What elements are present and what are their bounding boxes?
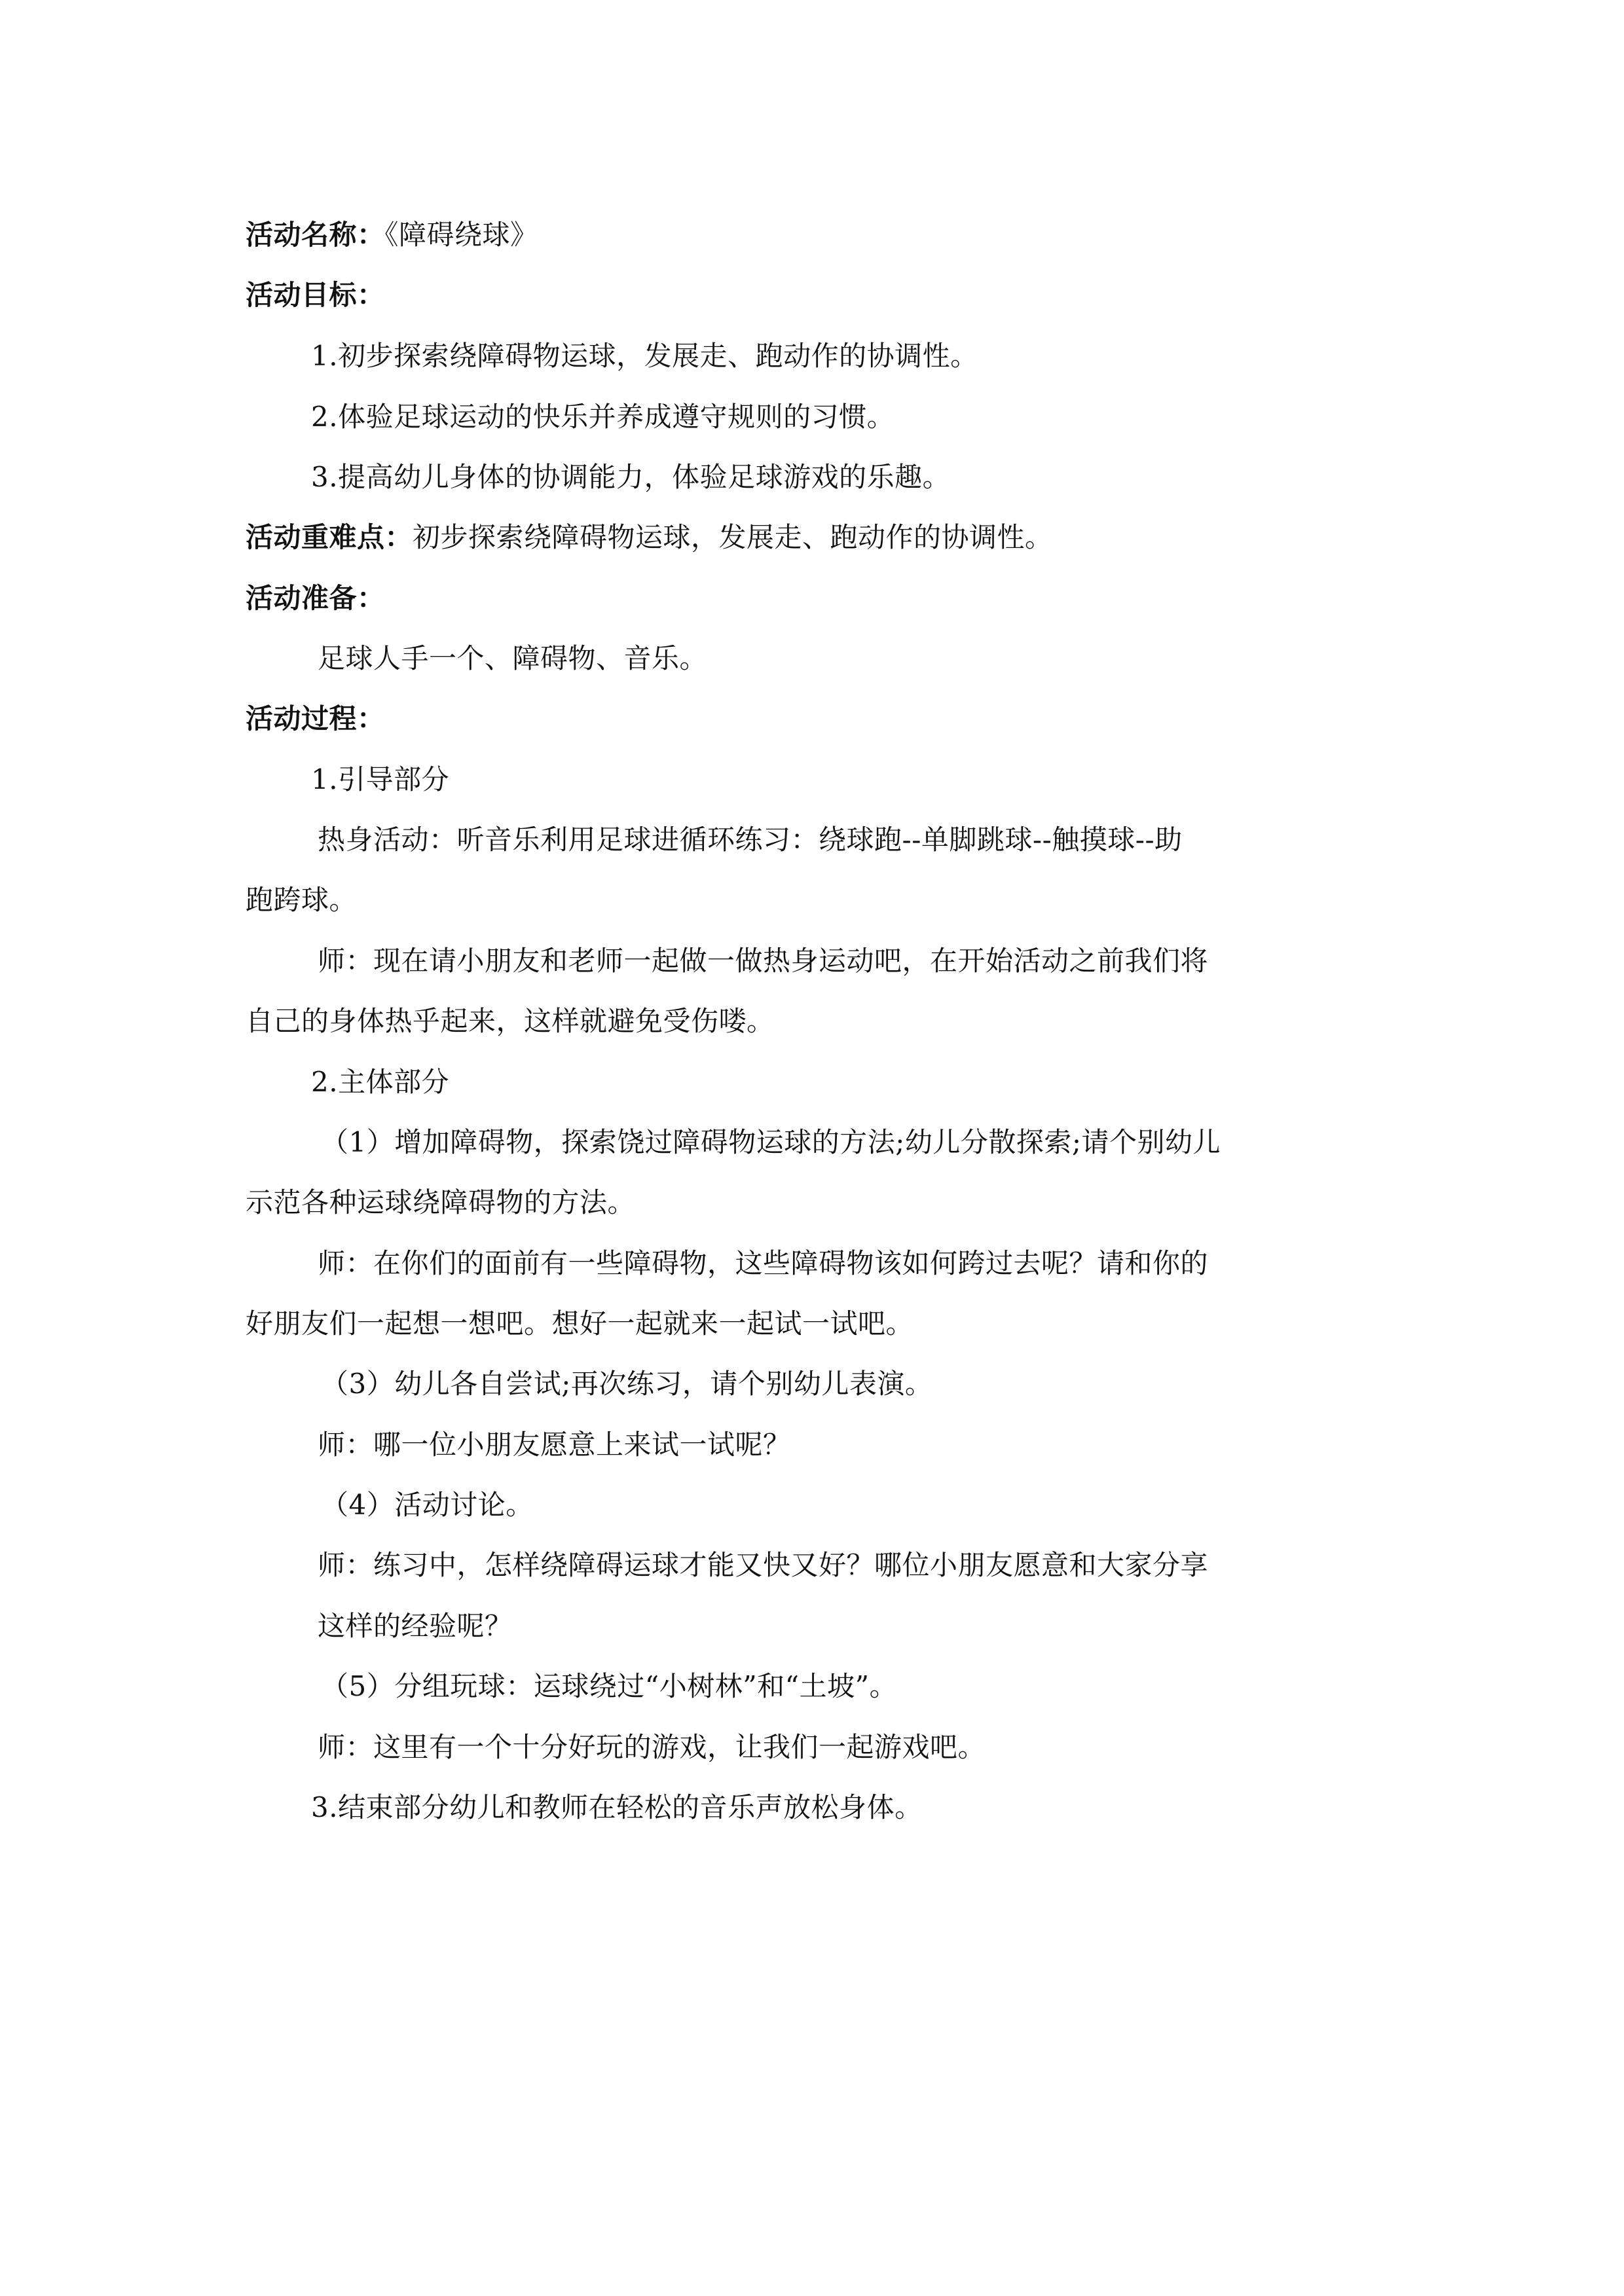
process-line: 这样的经验呢？ bbox=[318, 1610, 513, 1642]
process-line: 热身活动：听音乐利用足球进循环练习：绕球跑--单脚跳球--触摸球--助 bbox=[318, 824, 1183, 856]
activity-name-label: 活动名称： bbox=[246, 219, 385, 251]
process-line: 3.结束部分幼儿和教师在轻松的音乐声放松身体。 bbox=[311, 1791, 923, 1823]
process-line: 2.主体部分 bbox=[311, 1066, 450, 1098]
goals-heading: 活动目标： bbox=[246, 279, 385, 311]
preparation-text: 足球人手一个、障碍物、音乐。 bbox=[318, 642, 708, 674]
goal-item: 2.体验足球运动的快乐并养成遵守规则的习惯。 bbox=[311, 401, 895, 433]
process-line: 自己的身体热乎起来，这样就避免受伤喽。 bbox=[246, 1005, 775, 1037]
process-line: 师：这里有一个十分好玩的游戏，让我们一起游戏吧。 bbox=[318, 1731, 986, 1763]
process-heading: 活动过程： bbox=[246, 702, 385, 735]
key-points-label: 活动重难点： bbox=[246, 521, 413, 553]
goal-item: 1.初步探索绕障碍物运球，发展走、跑动作的协调性。 bbox=[311, 340, 978, 372]
process-line: 师：练习中，怎样绕障碍运球才能又快又好？哪位小朋友愿意和大家分享 bbox=[318, 1549, 1209, 1581]
activity-name-line bbox=[246, 221, 538, 249]
activity-name-value: 《障碍绕球》 bbox=[384, 219, 538, 251]
process-line: （1）增加障碍物，探索饶过障碍物运球的方法;幼儿分散探索;请个别幼儿 bbox=[321, 1126, 1221, 1158]
process-line: （4）活动讨论。 bbox=[321, 1489, 534, 1521]
process-line: 师：哪一位小朋友愿意上来试一试呢？ bbox=[318, 1429, 791, 1461]
process-line: 示范各种运球绕障碍物的方法。 bbox=[246, 1186, 636, 1218]
goal-item: 3.提高幼儿身体的协调能力，体验足球游戏的乐趣。 bbox=[311, 461, 951, 493]
process-line: 好朋友们一起想一想吧。想好一起就来一起试一试吧。 bbox=[246, 1307, 914, 1339]
key-points-value: 初步探索绕障碍物运球，发展走、跑动作的协调性。 bbox=[413, 521, 1053, 553]
process-line: 1.引导部分 bbox=[311, 763, 450, 795]
process-line: 师：现在请小朋友和老师一起做一做热身运动吧，在开始活动之前我们将 bbox=[318, 945, 1209, 977]
preparation-heading: 活动准备： bbox=[246, 582, 385, 614]
process-line: 跑跨球。 bbox=[246, 884, 358, 916]
key-points-line bbox=[246, 521, 1053, 553]
process-line: （3）幼儿各自尝试;再次练习，请个别幼儿表演。 bbox=[321, 1368, 933, 1400]
process-line: （5）分组玩球：运球绕过“小树林”和“土坡”。 bbox=[321, 1670, 898, 1702]
process-line: 师：在你们的面前有一些障碍物，这些障碍物该如何跨过去呢？请和你的 bbox=[318, 1247, 1209, 1279]
